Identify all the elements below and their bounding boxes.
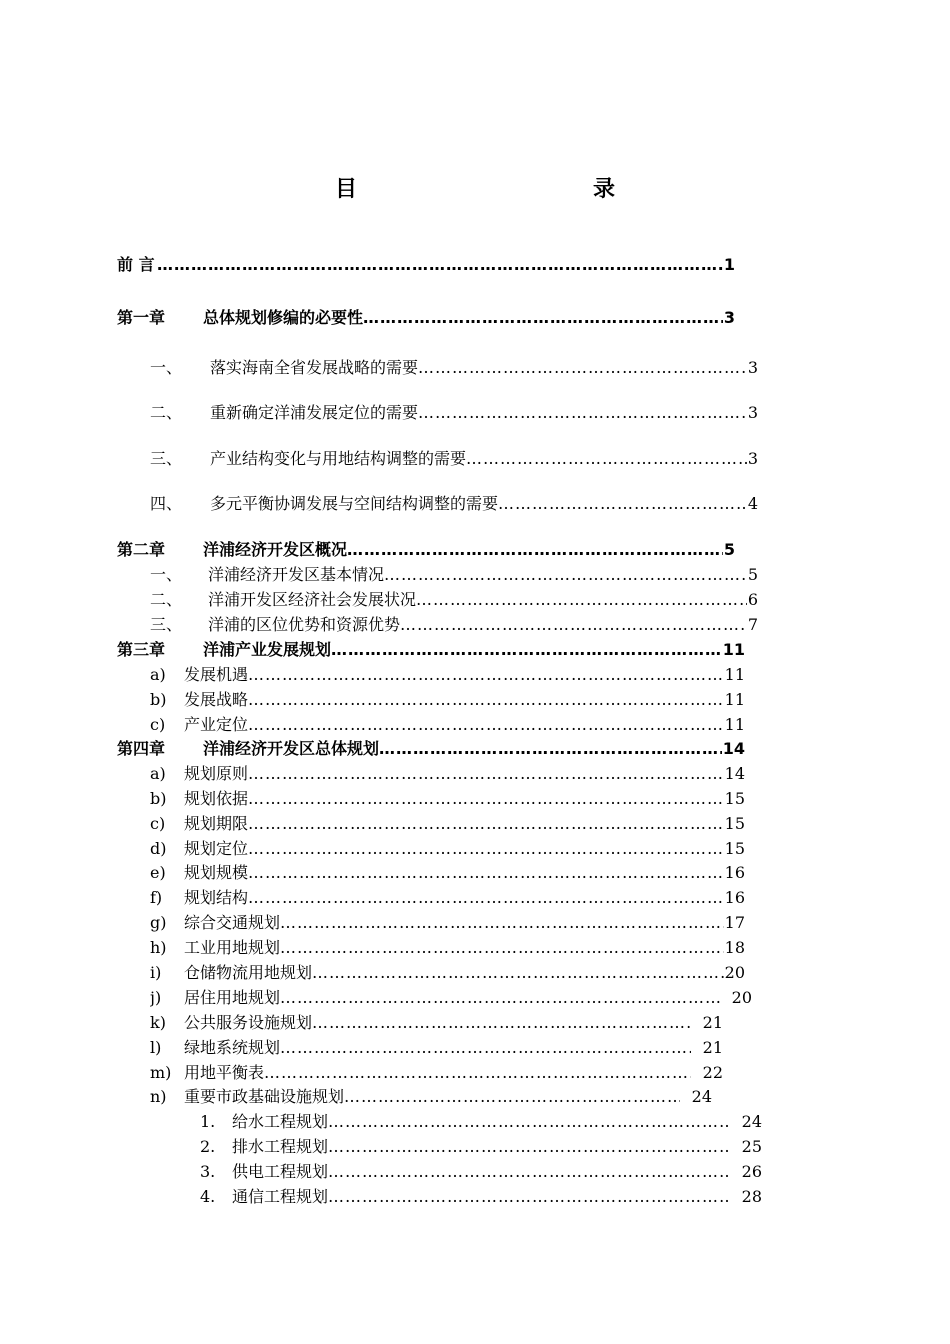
toc-leader-dots <box>248 788 724 810</box>
toc-leader-dots <box>344 1086 680 1108</box>
toc-entry-page-number: 15 <box>724 839 745 858</box>
toc-entry-page-number: 3 <box>747 449 758 468</box>
toc-entry-label: 落实海南全省发展战略的需要 <box>210 358 419 377</box>
toc-entry-page-number: 15 <box>724 789 745 808</box>
toc-leader-dots <box>264 1062 691 1084</box>
toc-entry[interactable] <box>200 1161 762 1183</box>
toc-entry-label: 发展战略 <box>184 690 249 709</box>
toc-entry[interactable] <box>150 1062 723 1084</box>
toc-entry-page-number: 11 <box>724 690 745 709</box>
toc-entry-number: m) <box>150 1063 172 1082</box>
toc-entry-page-number: 21 <box>702 1013 723 1032</box>
toc-entry-page-number: 16 <box>724 863 745 882</box>
toc-entry[interactable] <box>150 838 745 860</box>
toc-entry-page-number: 11 <box>724 665 745 684</box>
toc-entry-label: 规划结构 <box>184 888 249 907</box>
toc-leader-dots <box>248 838 724 860</box>
toc-entry-page-number: 26 <box>741 1162 762 1181</box>
toc-entry-page-number: 6 <box>747 590 758 609</box>
toc-entry[interactable] <box>150 493 758 515</box>
toc-entry[interactable] <box>150 912 745 934</box>
toc-leader-dots <box>400 614 747 636</box>
toc-entry-label: 排水工程规划 <box>232 1137 329 1156</box>
toc-entry[interactable] <box>150 402 758 424</box>
toc-entry-label: 供电工程规划 <box>232 1162 329 1181</box>
toc-entry-number: 二、 <box>150 590 183 609</box>
toc-entry[interactable] <box>150 937 745 959</box>
toc-entry-label: 洋浦经济开发区基本情况 <box>208 565 385 584</box>
toc-leader-dots <box>280 912 724 934</box>
toc-entry[interactable] <box>150 589 758 611</box>
toc-entry-page-number: 17 <box>724 913 745 932</box>
toc-entry-number: i) <box>150 963 162 982</box>
toc-entry-page-number: 24 <box>691 1087 712 1106</box>
toc-entry[interactable] <box>117 307 735 329</box>
toc-leader-dots <box>416 589 747 611</box>
toc-entry[interactable] <box>150 763 745 785</box>
toc-entry-number: 第一章 <box>117 308 166 327</box>
toc-entry-label: 洋浦的区位优势和资源优势 <box>208 615 401 634</box>
toc-entry-number: n) <box>150 1087 167 1106</box>
toc-leader-dots <box>498 493 747 515</box>
toc-entry-number: c) <box>150 814 166 833</box>
toc-entry-number: 1. <box>200 1112 216 1131</box>
toc-entry-page-number: 21 <box>702 1038 723 1057</box>
toc-entry-number: a) <box>150 665 166 684</box>
toc-entry-label: 洋浦经济开发区概况 <box>203 540 348 559</box>
toc-entry-page-number: 14 <box>722 739 745 758</box>
toc-entry[interactable] <box>117 639 745 661</box>
toc-entry-label: 仓储物流用地规划 <box>184 963 313 982</box>
toc-entry-label: 总体规划修编的必要性 <box>203 308 364 327</box>
toc-leader-dots <box>248 689 724 711</box>
toc-entry-number: 第三章 <box>117 640 166 659</box>
toc-leader-dots <box>248 862 724 884</box>
toc-entry[interactable] <box>117 539 735 561</box>
toc-entry-number: e) <box>150 863 166 882</box>
toc-entry[interactable] <box>200 1111 762 1133</box>
toc-entry[interactable] <box>150 1037 723 1059</box>
toc-entry[interactable] <box>150 664 745 686</box>
toc-entry-label: 重要市政基础设施规划 <box>184 1087 345 1106</box>
toc-entry-label: 产业结构变化与用地结构调整的需要 <box>210 449 467 468</box>
toc-entry[interactable] <box>150 689 745 711</box>
toc-entry-number: 三、 <box>150 449 183 468</box>
toc-leader-dots <box>280 937 724 959</box>
toc-entry-number: d) <box>150 839 167 858</box>
toc-entry-label: 洋浦经济开发区总体规划 <box>203 739 380 758</box>
toc-entry-label: 规划原则 <box>184 764 249 783</box>
toc-entry[interactable] <box>150 987 752 1009</box>
toc-entry-label: 公共服务设施规划 <box>184 1013 313 1032</box>
toc-leader-dots <box>328 1161 730 1183</box>
toc-leader-dots <box>379 738 722 760</box>
toc-entry-label: 居住用地规划 <box>184 988 281 1007</box>
toc-leader-dots <box>248 714 724 736</box>
toc-title: 目 录 <box>334 177 679 202</box>
toc-entry-page-number: 25 <box>741 1137 762 1156</box>
toc-entry-label: 工业用地规划 <box>184 938 281 957</box>
toc-leader-dots <box>347 539 723 561</box>
toc-entry-label: 多元平衡协调发展与空间结构调整的需要 <box>210 494 499 513</box>
toc-entry[interactable] <box>150 962 745 984</box>
toc-entry-number: 前 言 <box>117 255 155 274</box>
toc-entry-number: k) <box>150 1013 166 1032</box>
toc-leader-dots <box>328 1186 730 1208</box>
toc-entry-label: 规划依据 <box>184 789 249 808</box>
toc-entry-page-number: 18 <box>724 938 745 957</box>
toc-entry-page-number: 3 <box>747 403 758 422</box>
toc-entry-label: 给水工程规划 <box>232 1112 329 1131</box>
toc-entry-number: b) <box>150 789 167 808</box>
toc-entry-label: 用地平衡表 <box>184 1063 265 1082</box>
toc-entry-number: 二、 <box>150 403 183 422</box>
toc-entry-label: 发展机遇 <box>184 665 249 684</box>
toc-entry[interactable] <box>150 887 745 909</box>
toc-entry[interactable] <box>117 254 735 276</box>
toc-entry-page-number: 3 <box>723 308 735 327</box>
toc-entry-number: 一、 <box>150 358 183 377</box>
toc-entry-label: 综合交通规划 <box>184 913 281 932</box>
toc-entry-number: 四、 <box>150 494 183 513</box>
toc-entry-page-number: 5 <box>747 565 758 584</box>
toc-entry-page-number: 20 <box>724 963 745 982</box>
toc-leader-dots <box>280 1037 691 1059</box>
toc-entry-page-number: 11 <box>724 715 745 734</box>
toc-entry-number: a) <box>150 764 166 783</box>
toc-entry[interactable] <box>117 738 745 760</box>
toc-leader-dots <box>312 962 724 984</box>
toc-entry-number: 第四章 <box>117 739 166 758</box>
toc-entry-page-number: 28 <box>741 1187 762 1206</box>
toc-entry-number: 第二章 <box>117 540 166 559</box>
toc-entry-label: 规划期限 <box>184 814 249 833</box>
toc-leader-dots <box>418 357 747 379</box>
toc-entry-label: 洋浦产业发展规划 <box>203 640 332 659</box>
toc-entry-page-number: 5 <box>723 540 735 559</box>
toc-entry-page-number: 20 <box>731 988 752 1007</box>
toc-entry-number: 4. <box>200 1187 216 1206</box>
toc-entry[interactable] <box>150 714 745 736</box>
toc-entry-label: 洋浦开发区经济社会发展状况 <box>208 590 417 609</box>
toc-leader-dots <box>466 448 747 470</box>
toc-entry-number: c) <box>150 715 166 734</box>
toc-entry-number: 2. <box>200 1137 216 1156</box>
toc-entry-number: 三、 <box>150 615 183 634</box>
toc-entry[interactable] <box>150 564 758 586</box>
toc-leader-dots <box>363 307 723 329</box>
toc-leader-dots <box>280 987 720 1009</box>
toc-leader-dots <box>418 402 747 424</box>
toc-entry-page-number: 15 <box>724 814 745 833</box>
toc-entry-label: 产业定位 <box>184 715 249 734</box>
toc-entry-number: l) <box>150 1038 162 1057</box>
toc-leader-dots <box>384 564 747 586</box>
toc-entry[interactable] <box>150 1086 712 1108</box>
toc-leader-dots <box>157 254 723 276</box>
toc-entry-number: 3. <box>200 1162 216 1181</box>
toc-entry[interactable] <box>150 357 758 379</box>
toc-entry-label: 规划定位 <box>184 839 249 858</box>
toc-entry-number: h) <box>150 938 167 957</box>
toc-entry-number: b) <box>150 690 167 709</box>
toc-leader-dots <box>248 763 724 785</box>
toc-entry-page-number: 24 <box>741 1112 762 1131</box>
toc-leader-dots <box>312 1012 691 1034</box>
toc-leader-dots <box>331 639 722 661</box>
toc-entry[interactable] <box>200 1136 762 1158</box>
toc-entry[interactable] <box>150 813 745 835</box>
toc-entry[interactable] <box>150 614 758 636</box>
toc-entry-number: f) <box>150 888 163 907</box>
toc-entry-page-number: 22 <box>702 1063 723 1082</box>
toc-leader-dots <box>248 887 724 909</box>
toc-entry[interactable] <box>150 788 745 810</box>
toc-entry-page-number: 1 <box>723 255 735 274</box>
toc-entry[interactable] <box>150 1012 723 1034</box>
toc-leader-dots <box>328 1136 730 1158</box>
toc-entry-page-number: 3 <box>747 358 758 377</box>
toc-entry-label: 重新确定洋浦发展定位的需要 <box>210 403 419 422</box>
toc-entry-page-number: 4 <box>747 494 758 513</box>
toc-entry-number: j) <box>150 988 162 1007</box>
toc-entry-page-number: 11 <box>722 640 745 659</box>
toc-entry-label: 规划规模 <box>184 863 249 882</box>
toc-leader-dots <box>328 1111 730 1133</box>
toc-entry-number: 一、 <box>150 565 183 584</box>
toc-entry[interactable] <box>150 448 758 470</box>
toc-leader-dots <box>248 664 724 686</box>
toc-entry-page-number: 14 <box>724 764 745 783</box>
toc-entry[interactable] <box>200 1186 762 1208</box>
toc-entry-number: g) <box>150 913 167 932</box>
toc-entry[interactable] <box>150 862 745 884</box>
toc-entry-page-number: 7 <box>747 615 758 634</box>
toc-entry-label: 绿地系统规划 <box>184 1038 281 1057</box>
toc-entry-label: 通信工程规划 <box>232 1187 329 1206</box>
toc-entry-page-number: 16 <box>724 888 745 907</box>
toc-leader-dots <box>248 813 724 835</box>
